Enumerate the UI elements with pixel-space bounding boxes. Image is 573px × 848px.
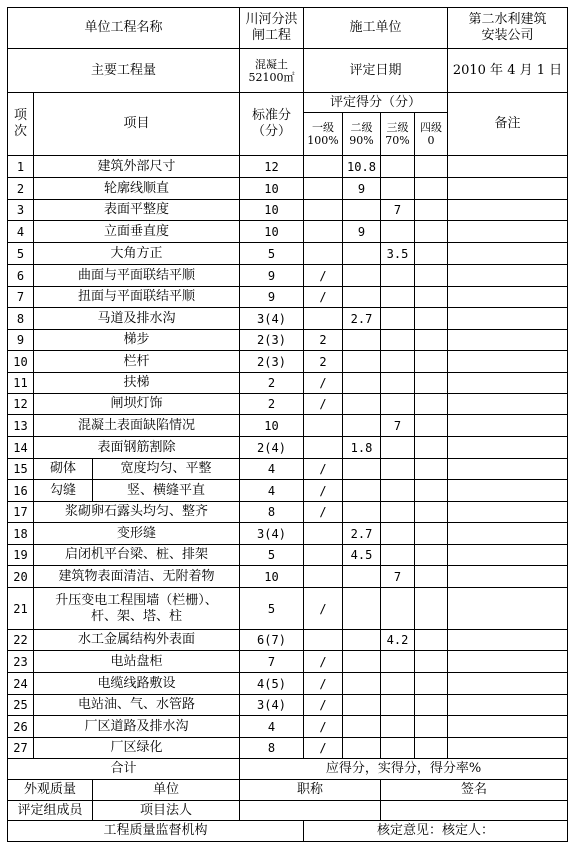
assessment-date-value: 2010 年 4 月 1 日 [447,48,568,93]
row-level4-score [414,458,448,480]
row-level2-score [342,286,381,308]
row-level3-score [380,587,415,630]
row-remark [447,372,568,394]
row-item: 梯步 [33,329,240,351]
row-level4-score [414,220,448,243]
appearance-quality-label: 外观质量 [7,779,93,801]
review-opinion: 核定意见：核定人： [303,820,568,842]
row-item: 厂区道路及排水沟 [33,715,240,738]
row-level4-score [414,350,448,373]
row-standard-score: 8 [239,737,304,759]
row-index: 18 [7,522,34,545]
main-quantity-label: 主要工程量 [7,48,240,93]
row-standard-score: 4(5) [239,672,304,695]
row-item: 闸坝灯饰 [33,393,240,415]
row-level3-score [380,694,415,716]
row-index: 13 [7,414,34,437]
row-level3-score [380,436,415,459]
supervision-agency-label: 工程质量监督机构 [7,820,304,842]
row-standard-score: 12 [239,155,304,178]
row-item: 厂区绿化 [33,737,240,759]
row-level4-score [414,264,448,287]
committee-signature-value [380,800,568,821]
row-level2-score: 4.5 [342,544,381,566]
row-level4-score [414,329,448,351]
row-level1-score: / [303,393,343,415]
row-index: 25 [7,694,34,716]
row-remark [447,436,568,459]
item-column-header: 项目 [33,92,240,156]
row-level1-score: 2 [303,350,343,373]
row-level2-score [342,694,381,716]
row-level2-score [342,650,381,673]
row-level1-score: / [303,264,343,287]
row-level1-score: 2 [303,329,343,351]
masonry-label-top: 砌体 [33,458,93,480]
unit-column-label: 单位 [92,779,240,801]
row-level3-score [380,501,415,523]
row-level2-score [342,479,381,502]
row-remark [447,393,568,415]
row-level3-score [380,458,415,480]
row-level3-score [380,307,415,330]
row-standard-score: 10 [239,565,304,588]
level2-header: 二级 90% [342,112,381,156]
unit-name-label: 单位工程名称 [7,7,240,49]
row-item: 扭面与平面联结平顺 [33,286,240,308]
row-level4-score [414,177,448,200]
row-level3-score [380,522,415,545]
row-level2-score [342,199,381,221]
row-level2-score [342,393,381,415]
signature-column-label: 签名 [380,779,568,801]
row-index: 10 [7,350,34,373]
row-level1-score [303,155,343,178]
row-level1-score [303,414,343,437]
row-remark [447,242,568,265]
row-remark [447,177,568,200]
row-remark [447,501,568,523]
row-item: 混凝土表面缺陷情况 [33,414,240,437]
row-standard-score: 5 [239,587,304,630]
row-item: 电缆线路敷设 [33,672,240,695]
row-index: 5 [7,242,34,265]
row-level1-score [303,436,343,459]
row-level4-score [414,414,448,437]
row-level3-score [380,372,415,394]
row-level4-score [414,544,448,566]
row-level1-score: / [303,650,343,673]
row-index: 16 [7,479,34,502]
row-item: 栏杆 [33,350,240,373]
row-level2-score: 2.7 [342,522,381,545]
row-level1-score: / [303,286,343,308]
row-item: 启闭机平台梁、桩、排架 [33,544,240,566]
row-standard-score: 7 [239,650,304,673]
committee-unit-value: 项目法人 [92,800,240,821]
row-level4-score [414,715,448,738]
row-standard-score: 10 [239,199,304,221]
row-remark [447,629,568,651]
row-level4-score [414,372,448,394]
main-quantity-value: 混凝土 52100㎡ [239,48,304,93]
row-remark [447,715,568,738]
unit-name-value: 川河分洪 闸工程 [239,7,304,49]
row-level3-score [380,155,415,178]
row-index: 19 [7,544,34,566]
row-item: 表面钢筋割除 [33,436,240,459]
row-level4-score [414,155,448,178]
row-level4-score [414,522,448,545]
row-remark [447,694,568,716]
row-item: 变形缝 [33,522,240,545]
row-level1-score [303,565,343,588]
row-remark [447,220,568,243]
row-remark [447,264,568,287]
row-level1-score [303,177,343,200]
row-item: 宽度均匀、平整 [92,458,240,480]
row-standard-score: 5 [239,544,304,566]
row-level3-score [380,286,415,308]
row-index: 21 [7,587,34,630]
row-index: 24 [7,672,34,695]
row-item: 大角方正 [33,242,240,265]
row-remark [447,650,568,673]
row-level4-score [414,694,448,716]
row-standard-score: 10 [239,220,304,243]
row-index: 15 [7,458,34,480]
row-item: 电站盘柜 [33,650,240,673]
level3-header: 三级 70% [380,112,415,156]
committee-label: 评定组成员 [7,800,93,821]
row-index: 12 [7,393,34,415]
row-remark [447,329,568,351]
row-level4-score [414,650,448,673]
row-standard-score: 5 [239,242,304,265]
row-level1-score: / [303,372,343,394]
row-level3-score [380,350,415,373]
row-standard-score: 4 [239,715,304,738]
row-index: 2 [7,177,34,200]
row-level2-score [342,501,381,523]
row-remark [447,458,568,480]
row-item: 轮廓线顺直 [33,177,240,200]
row-index: 9 [7,329,34,351]
committee-title-value [239,800,381,821]
row-index: 4 [7,220,34,243]
row-standard-score: 3(4) [239,307,304,330]
row-level1-score: / [303,672,343,695]
row-level4-score [414,565,448,588]
row-level2-score: 1.8 [342,436,381,459]
row-level1-score: / [303,715,343,738]
row-level1-score [303,220,343,243]
row-item: 水工金属结构外表面 [33,629,240,651]
row-index: 17 [7,501,34,523]
row-level1-score: / [303,694,343,716]
row-level2-score [342,242,381,265]
row-level3-score [380,544,415,566]
row-index: 22 [7,629,34,651]
row-level2-score: 2.7 [342,307,381,330]
row-level3-score [380,715,415,738]
row-level2-score: 9 [342,177,381,200]
row-level2-score [342,737,381,759]
row-level2-score: 10.8 [342,155,381,178]
row-level4-score [414,436,448,459]
row-standard-score: 2(3) [239,350,304,373]
row-index: 8 [7,307,34,330]
row-level1-score: / [303,587,343,630]
row-level1-score: / [303,479,343,502]
assessment-date-label: 评定日期 [303,48,448,93]
row-item: 建筑外部尺寸 [33,155,240,178]
row-remark [447,155,568,178]
row-level3-score [380,393,415,415]
remark-column-header: 备注 [447,92,568,156]
constructor-label: 施工单位 [303,7,448,49]
row-level1-score: / [303,737,343,759]
row-remark [447,672,568,695]
row-level3-score: 7 [380,565,415,588]
row-level3-score [380,177,415,200]
row-level1-score: / [303,501,343,523]
row-item: 建筑物表面清洁、无附着物 [33,565,240,588]
row-standard-score: 10 [239,414,304,437]
row-level3-score [380,672,415,695]
row-standard-score: 3(4) [239,694,304,716]
row-standard-score: 4 [239,458,304,480]
row-item: 浆砌卵石露头均匀、整齐 [33,501,240,523]
row-item: 曲面与平面联结平顺 [33,264,240,287]
row-index: 14 [7,436,34,459]
level4-header: 四级 0 [414,112,448,156]
row-level2-score: 9 [342,220,381,243]
row-level1-score: / [303,458,343,480]
row-remark [447,587,568,630]
index-column-header: 项 次 [7,92,34,156]
row-index: 26 [7,715,34,738]
row-level2-score [342,372,381,394]
row-standard-score: 3(4) [239,522,304,545]
level1-header: 一级 100% [303,112,343,156]
row-level4-score [414,242,448,265]
row-level2-score [342,329,381,351]
row-level3-score [380,220,415,243]
row-remark [447,737,568,759]
row-level3-score: 7 [380,199,415,221]
row-item: 扶梯 [33,372,240,394]
row-level3-score [380,650,415,673]
row-index: 6 [7,264,34,287]
row-level4-score [414,629,448,651]
row-remark [447,199,568,221]
row-item: 电站油、气、水管路 [33,694,240,716]
row-level2-score [342,672,381,695]
row-level4-score [414,199,448,221]
row-level3-score [380,479,415,502]
row-level3-score [380,264,415,287]
row-index: 23 [7,650,34,673]
row-level4-score [414,286,448,308]
row-standard-score: 6(7) [239,629,304,651]
row-remark [447,307,568,330]
row-item: 立面垂直度 [33,220,240,243]
standard-score-header: 标准分 （分） [239,92,304,156]
row-level4-score [414,587,448,630]
row-level4-score [414,479,448,502]
row-level2-score [342,350,381,373]
row-level2-score [342,264,381,287]
row-level1-score [303,522,343,545]
row-standard-score: 8 [239,501,304,523]
row-index: 3 [7,199,34,221]
score-group-header: 评定得分（分） [303,92,448,113]
row-level2-score [342,414,381,437]
row-standard-score: 2 [239,372,304,394]
row-level4-score [414,501,448,523]
row-standard-score: 2(3) [239,329,304,351]
row-index: 27 [7,737,34,759]
row-standard-score: 9 [239,286,304,308]
row-level1-score [303,199,343,221]
row-level3-score [380,737,415,759]
row-remark [447,350,568,373]
row-level1-score [303,544,343,566]
title-column-label: 职称 [239,779,381,801]
row-level2-score [342,715,381,738]
row-level4-score [414,737,448,759]
row-index: 7 [7,286,34,308]
row-level3-score: 7 [380,414,415,437]
row-remark [447,479,568,502]
row-standard-score: 10 [239,177,304,200]
row-level3-score: 3.5 [380,242,415,265]
row-standard-score: 9 [239,264,304,287]
row-level4-score [414,672,448,695]
row-level2-score [342,565,381,588]
row-item: 竖、横缝平直 [92,479,240,502]
row-remark [447,286,568,308]
row-remark [447,544,568,566]
row-level3-score: 4.2 [380,629,415,651]
row-level3-score [380,329,415,351]
row-remark [447,522,568,545]
row-item: 升压变电工程围墙（栏栅）、 杆、架、塔、柱 [33,587,240,630]
row-remark [447,565,568,588]
row-standard-score: 2(4) [239,436,304,459]
row-level4-score [414,393,448,415]
row-item: 表面平整度 [33,199,240,221]
row-level1-score [303,242,343,265]
row-standard-score: 2 [239,393,304,415]
total-value: 应得分，实得分，得分率% [239,758,568,780]
row-level1-score [303,629,343,651]
row-standard-score: 4 [239,479,304,502]
row-index: 1 [7,155,34,178]
row-level2-score [342,629,381,651]
row-index: 11 [7,372,34,394]
row-level2-score [342,587,381,630]
row-level2-score [342,458,381,480]
total-label: 合计 [7,758,240,780]
constructor-value: 第二水利建筑 安装公司 [447,7,568,49]
row-index: 20 [7,565,34,588]
masonry-label-bottom: 勾缝 [33,479,93,502]
row-level4-score [414,307,448,330]
row-item: 马道及排水沟 [33,307,240,330]
row-remark [447,414,568,437]
row-level1-score [303,307,343,330]
